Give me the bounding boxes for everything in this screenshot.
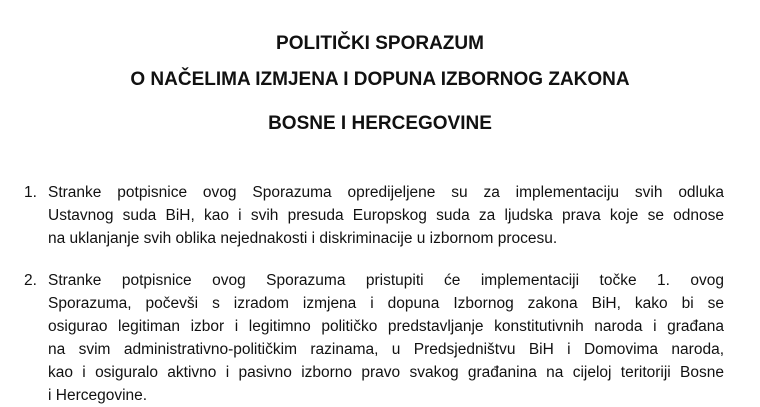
item-text-line: Stranke potpisnice ovog Sporazuma pristupiti će implementaciji točke 1. ovog	[48, 272, 724, 289]
numbered-item-2	[24, 269, 724, 407]
document-title-line-2: O NAČELIMA IZMJENA I DOPUNA IZBORNOG ZAKONA	[130, 69, 630, 90]
item-text-line: Sporazuma, počevši s izradom izmjena i dopuna Izbornog zakona BiH, kako bi se	[48, 295, 724, 312]
item-number: 1.	[24, 184, 37, 201]
item-text-line: Ustavnog suda BiH, kao i svih presuda Europskog suda za ljudska prava koje se odnose	[48, 207, 724, 224]
document-title-line-3: BOSNE I HERCEGOVINE	[268, 113, 492, 134]
numbered-item-1	[24, 181, 724, 250]
item-text-line: na uklanjanje svih oblika nejednakosti i diskriminacije u izbornom procesu.	[48, 230, 558, 247]
item-text-line: osigurao legitiman izbor i legitimno političko predstavljanje konstitutivnih naroda i građana	[48, 318, 724, 335]
item-text-line: na svim administrativno-političkim razinama, u Predsjedništvu BiH i Domovima naroda,	[48, 341, 724, 358]
item-number: 2.	[24, 272, 37, 289]
item-text-line: Stranke potpisnice ovog Sporazuma opredijeljene su za implementaciju svih odluka	[48, 184, 724, 201]
document-title-line-1: POLITIČKI SPORAZUM	[276, 33, 484, 54]
item-text-line: i Hercegovine.	[48, 387, 148, 404]
item-text-line: kao i osiguralo aktivno i pasivno izborno pravo svakog građanina na cijeloj teritoriji Bosne	[48, 364, 724, 381]
